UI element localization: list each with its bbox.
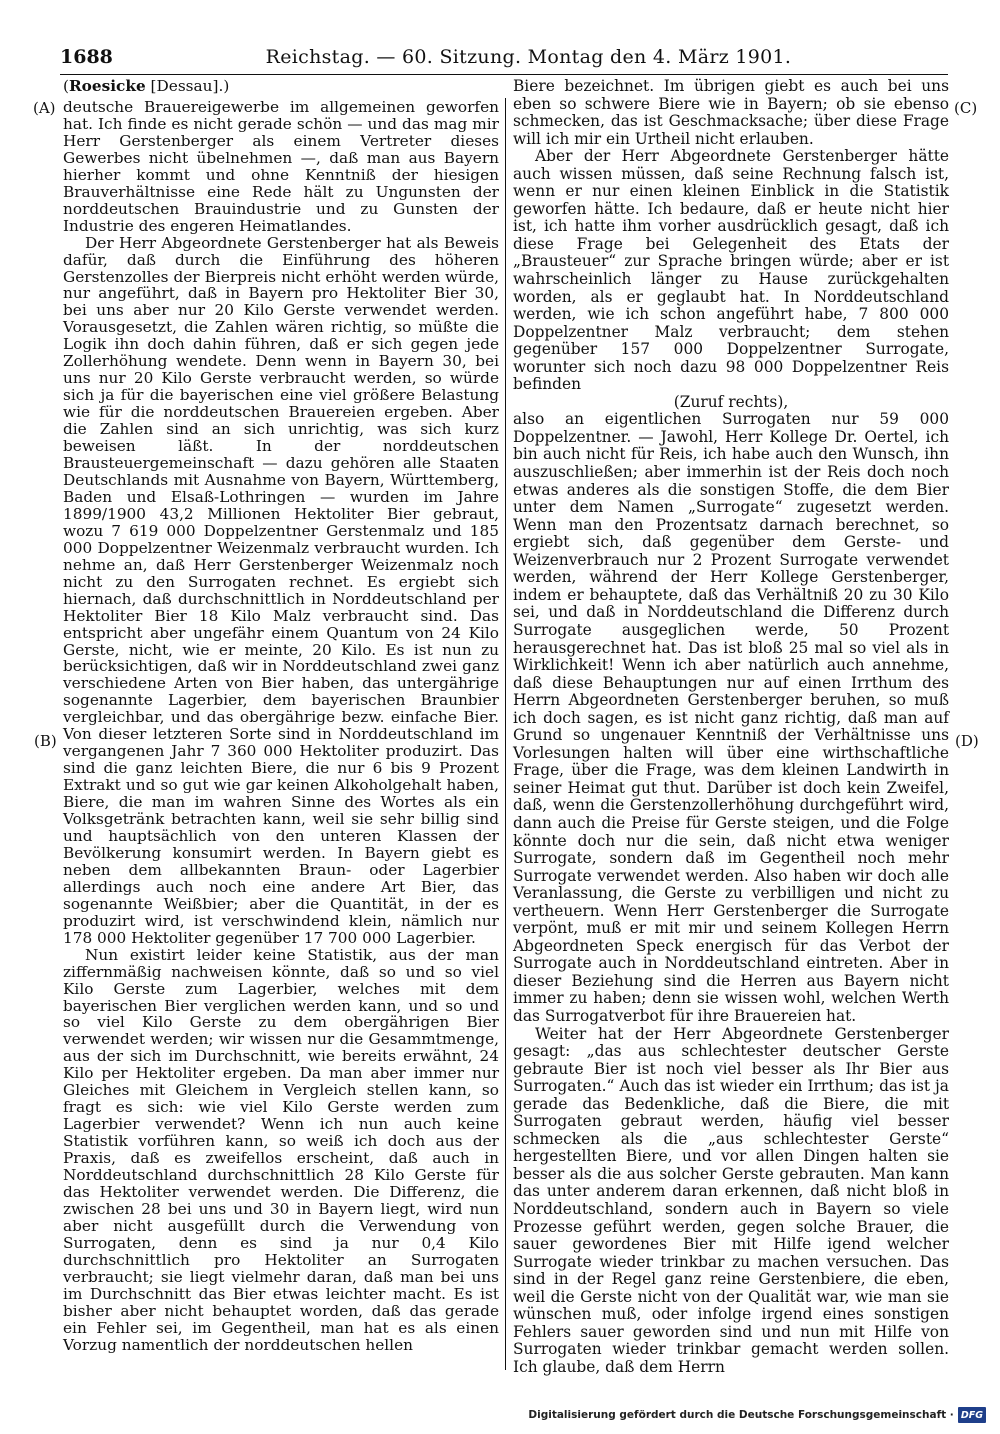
speaker-suffix: [Dessau].) xyxy=(145,77,230,95)
speaker-line xyxy=(63,78,499,99)
margin-marker-c: (C) xyxy=(954,99,978,117)
speaker-name: Roesicke xyxy=(68,77,146,95)
margin-marker-a: (A) xyxy=(33,99,56,117)
paragraph: also an eigentlichen Surrogaten nur 59 000 Doppelzentner. — Jawohl, Herr Kollege Dr. Oertel, ich bin auch nicht für Reis, ich habe auch den Wunsch, ihn auszuschließen; aber immerhin ist der Reis doch noch etwas anderes als die sonstigen Stoffe, die dem Bier unter dem Namen „Surrogate“ zugesetzt werden. Wenn man den Prozentsatz darnach berechnet, so ergiebt sich, daß gegenüber dem Gerste- und Weizenverbrauch nur 2 Prozent Surrogate verwendet werden, während der Herr Kollege Gerstenberger, indem er behauptete, daß das Verhältniß 20 zu 30 Kilo sei, und daß in Norddeutschland die Differenz durch Surrogate ausgeglichen werde, 50 Prozent herausgerechnet hat. Das ist bloß 25 mal so viel als in Wirklichkeit! Wenn ich aber natürlich auch annehme, daß diese Behauptungen nur auf einen Irrthum des Herrn Abgeordneten Gerstenberger beruhen, so muß ich doch sagen, es ist nicht ganz richtig, daß man auf Grund so ungenauer Kenntniß der Verhältnisse uns Vorlesungen halten will über eine wirthschaftliche Frage, über die Frage, was dem kleinen Landwirth in seiner Heimat gut thut. Darüber ist doch kein Zweifel, daß, wenn die Gerstenzollerhöhung durchgeführt wird, dann auch die Preise für Gerste steigen, und die Folge könnte doch nur die sein, daß nicht etwa weniger Surrogate, sondern daß im Gegentheil noch mehr Surrogate verwendet werden. Also haben wir doch alle Veranlassung, die Gerste zu verbilligen und nicht zu vertheuern. Wenn Herr Gerstenberger die Surrogate verpönt, muß er mit mir und seinem Kollegen Herrn Abgeordneten Speck energisch für das Verbot der Surrogate auch in Norddeutschland eintreten. Aber in dieser Beziehung sind die Herren aus Bayern nicht immer zu haben; denn sie wissen wohl, welchen Werth das Surrogatverbot für ihre Brauereien hat. xyxy=(513,410,949,1025)
left-column xyxy=(63,78,499,1354)
column-divider xyxy=(505,98,506,1370)
header-rule xyxy=(60,74,948,75)
page-header xyxy=(60,46,944,72)
margin-marker-b: (B) xyxy=(34,732,57,750)
paragraph: Aber der Herr Abgeordnete Gerstenberger hätte auch wissen müssen, daß seine Rechnung falsch ist, wenn er nur einen kleinen Einblick in die Statistik geworfen hätte. Ich bedaure, daß er heute nicht hier ist, ich hatte ihm vorher ausdrücklich gesagt, daß ich diese Frage bei Gelegenheit des Etats der „Brausteuer“ zur Sprache bringen würde; aber er ist wahrscheinlich länger zu Hause zurückgehalten worden, als er geglaubt hat. In Norddeutschland werden, wie ich schon angeführt habe, 7 800 000 Doppelzentner Malz verbraucht; dem stehen gegenüber 157 000 Doppelzentner Surrogate, worunter sich noch dazu 98 000 Doppelzentner Reis befinden xyxy=(513,147,949,394)
right-column xyxy=(513,78,949,1376)
interjection: (Zuruf rechts), xyxy=(673,392,789,411)
footer-credit xyxy=(528,1406,986,1424)
page-number: 1688 xyxy=(60,46,113,68)
margin-marker-d: (D) xyxy=(955,732,979,750)
speaker-prefix: ( xyxy=(63,77,69,95)
running-head: Reichstag. — 60. Sitzung. Montag den 4. März 1901. xyxy=(265,46,792,68)
paragraph: Nun existirt leider keine Statistik, aus der man ziffernmäßig nachweisen könnte, daß so und so viel Kilo Gerste zum Lagerbier, welches mit dem bayerischen Bier verglichen werden kann, und so und so viel Kilo Gerste zu dem obergährigen Bier verwendet werden; wir wissen nur die Gesammtmenge, aus der sich im Durchschnitt, wie bereits erwähnt, 24 Kilo per Hektoliter ergeben. Da man aber immer nur Gleiches mit Gleichem in Vergleich stellen kann, so fragt es sich: wie viel Kilo Gerste werden zum Lagerbier verwendet? Wenn ich nun auch keine Statistik vorführen kann, so weiß ich doch aus der Praxis, daß es zweifellos erscheint, daß auch in Norddeutschland durchschnittlich 28 Kilo Gerste für das Hektoliter verwendet werden. Die Differenz, die zwischen 28 bei uns und 30 in Bayern liegt, wird nun aber nicht ausgefüllt durch die Verwendung von Surrogaten, denn es sind ja nur 0,4 Kilo durchschnittlich pro Hektoliter an Surrogaten verbraucht; sie liegt vielmehr daran, daß man bei uns im Durchschnitt das Bier etwas leichter macht. Es ist bisher aber nicht behauptet worden, daß das gerade ein Fehler sei, im Gegentheil, man hat es als einen Vorzug namentlich der norddeutschen hellen xyxy=(63,945,499,1354)
paragraph: Der Herr Abgeordnete Gerstenberger hat als Beweis dafür, daß durch die Einführung des höheren Gerstenzolles der Bierpreis nicht erhöht werden würde, nur angeführt, daß in Bayern pro Hektoliter Bier 30, bei uns aber nur 20 Kilo Gerste verwendet werden. Vorausgesetzt, die Zahlen wären richtig, so müßte die Logik ihn doch dahin führen, daß er sich gegen jede Zollerhöhung wendete. Denn wenn in Bayern 30, bei uns nur 20 Kilo Gerste verbraucht werden, so würde sich ja für die bayerischen eine viel größere Belastung wie für die norddeutschen Brauereien ergeben. Aber die Zahlen sind an sich unrichtig, was sich kurz beweisen läßt. In der norddeutschen Brausteuergemeinschaft — dazu gehören alle Staaten Deutschlands mit Ausnahme von Bayern, Württemberg, Baden und Elsaß-Lothringen — wurden im Jahre 1899/1900 43,2 Millionen Hektoliter Bier gebraut, wozu 7 619 000 Doppelzentner Gerstenmalz und 185 000 Doppelzentner Weizenmalz verbraucht wurden. Ich nehme an, daß Herr Gerstenberger Weizenmalz noch nicht zu den Surrogaten rechnet. Es ergiebt sich hiernach, daß durchschnittlich in Norddeutschland per Hektoliter Bier 18 Kilo Malz verbraucht sind. Das entspricht aber ungefähr einem Quantum von 24 Kilo Gerste, nicht, wie er meinte, 20 Kilo. Es ist nun zu berücksichtigen, daß wir in Norddeutschland zwei ganz verschiedene Arten von Bier haben, das untergährige sogenannte Lagerbier, dem bayerischen Braunbier vergleichbar, und das obergährige bezw. einfache Bier. Von dieser letzteren Sorte sind in Norddeutschland im vergangenen Jahr 7 360 000 Hektoliter produzirt. Das sind die ganz leichten Biere, die nur 6 bis 9 Prozent Extrakt und so gut wie gar keinen Alkoholgehalt haben, Biere, die man im wahren Sinne des Wortes als ein Volksgetränk betrachten kann, weil sie sehr billig sind und hauptsächlich von den unteren Klassen der Bevölkerung konsumirt werden. In Bayern giebt es neben dem allbekannten Braun- oder Lagerbier allerdings auch noch eine andere Art Bier, das sogenannte Weißbier; aber die Quantität, in der es produzirt wird, ist verschwindend klein, nämlich nur 178 000 Hektoliter gegenüber 17 700 000 Lagerbier. xyxy=(63,233,499,947)
paragraph: Biere bezeichnet. Im übrigen giebt es auch bei uns eben so schwere Biere wie in Bayern; ob sie ebenso schmecken, das ist Geschmacksache; über diese Frage will ich mir ein Urtheil nicht erlauben. xyxy=(513,77,949,148)
dfg-logo-icon: DFG xyxy=(958,1407,986,1423)
paragraph: Weiter hat der Herr Abgeordnete Gerstenberger gesagt: „das aus schlechtester deutscher Gerste gebraute Bier ist noch viel besser als Ihr Bier aus Surrogaten.“ Auch das ist wieder ein Irrthum; das ist ja gerade das Bedenkliche, daß die Biere, die mit Surrogaten gebraut werden, häufig viel besser schmecken als die „aus schlechtester Gerste“ hergestellten Biere, und vor allen Dingen halten sie besser als die aus solcher Gerste gebrauten. Man kann das unter anderem daran erkennen, daß nicht bloß in Norddeutschland, sondern auch in Bayern so viele Prozesse geführt werden, gegen solche Brauer, die sauer gewordenes Bier mit Hilfe igend welcher Surrogate wieder trinkbar zu machen versuchen. Das sind in der Regel ganz reine Gerstenbiere, die eben, weil die Gerste nicht von der Qualität war, wie man sie wünschen muß, oder infolge irgend eines sonstigen Fehlers sauer geworden sind und nun mit Hilfe von Surrogaten wieder trinkbar gemacht werden sollen. Ich glaube, daß dem Herrn xyxy=(513,1024,949,1376)
footer-text: Digitalisierung gefördert durch die Deutsche Forschungsgemeinschaft · xyxy=(528,1409,954,1421)
paragraph: deutsche Brauereigewerbe im allgemeinen geworfen hat. Ich finde es nicht gerade schön — und das mag mir Herr Gerstenberger als einem Vertreter dieses Gewerbes nicht übelnehmen —, daß man aus Bayern hierher kommt und ohne Kenntniß der hiesigen Brauverhältnisse eine Rede hält zu Ungunsten der norddeutschen Brauindustrie und zu Gunsten der Industrie des engeren Heimatlandes. xyxy=(63,98,499,235)
